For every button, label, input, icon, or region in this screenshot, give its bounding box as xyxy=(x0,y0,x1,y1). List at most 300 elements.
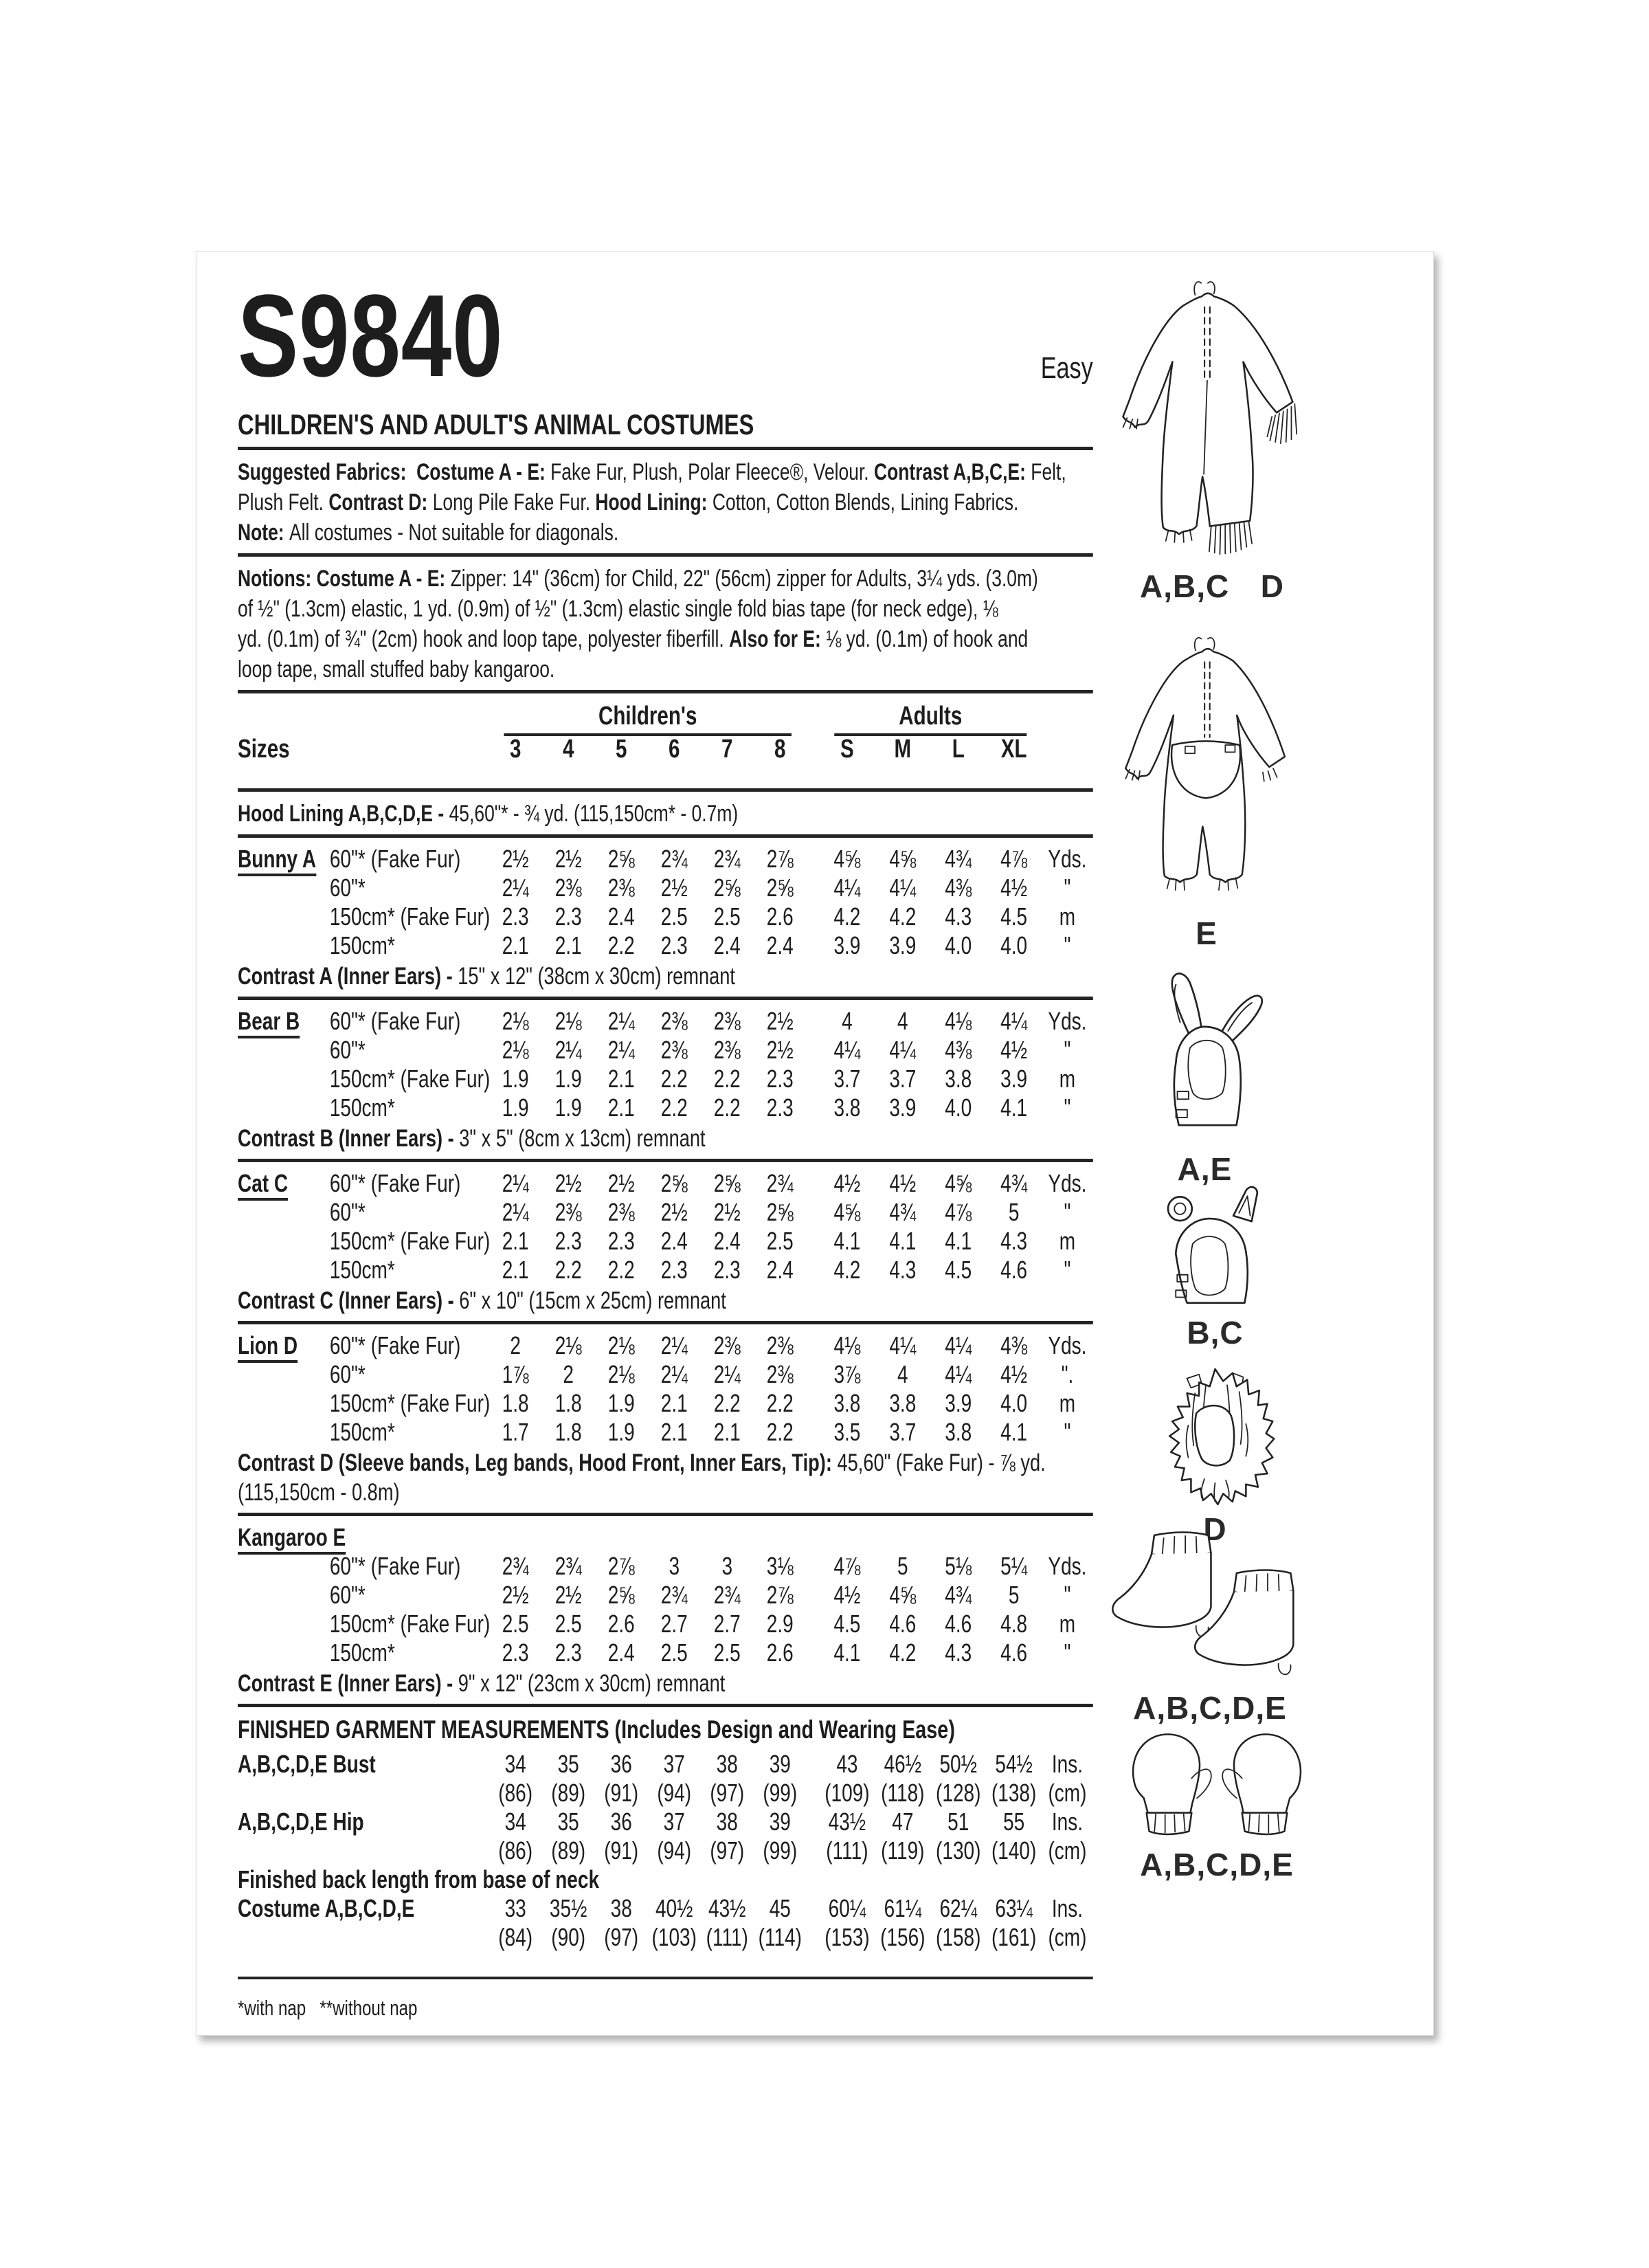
text-run: Felt, xyxy=(1031,459,1066,485)
table-cell: 4.3 xyxy=(945,1638,972,1667)
divider xyxy=(238,834,1093,838)
table-cell: 1.9 xyxy=(607,1389,635,1417)
paragraph-line xyxy=(238,654,1093,685)
table-cell: 4.0 xyxy=(945,1093,972,1122)
table-cell: 2⅛ xyxy=(607,1331,635,1359)
text-run: ⅛ yd. (0.1m) of hook and xyxy=(826,626,1029,652)
table-cell: 2⅞ xyxy=(766,1581,794,1609)
table-cell: 4⅞ xyxy=(1000,845,1028,873)
table-cell: 2.4 xyxy=(713,931,741,959)
table-cell: 39 xyxy=(769,1750,791,1778)
text-run: 15" x 12" (38cm x 30cm) remnant xyxy=(458,963,735,990)
table-cell: 4⅜ xyxy=(945,874,972,902)
table-cell: 1.9 xyxy=(554,1093,582,1122)
row-label: Bear B xyxy=(238,1007,300,1038)
table-cell: 54½ xyxy=(995,1750,1033,1778)
table-cell: Ins. xyxy=(1051,1750,1084,1778)
contrast-note xyxy=(238,1124,1093,1153)
table-cell: (111) xyxy=(826,1836,868,1865)
table-cell: 2.2 xyxy=(554,1256,582,1284)
table-cell: 4⅜ xyxy=(1000,1331,1028,1359)
text-run: Contrast D (Sleeve bands, Leg bands, Hood Front, Inner Ears, Tip): xyxy=(238,1449,838,1476)
table-cell: 4.6 xyxy=(945,1610,972,1638)
table-cell: 1⅞ xyxy=(502,1360,529,1388)
table-cell: (138) xyxy=(991,1779,1037,1807)
table-row xyxy=(238,1227,1093,1256)
table-cell: 5 xyxy=(615,735,627,764)
table-cell: 5 xyxy=(897,1552,908,1580)
table-row xyxy=(238,1331,1093,1360)
table-cell: 38 xyxy=(716,1750,738,1778)
table-row xyxy=(238,1808,1093,1836)
table-cell: (130) xyxy=(936,1836,981,1865)
text-run: Cotton, Cotton Blends, Lining Fabrics. xyxy=(712,489,1019,515)
table-cell: 4¾ xyxy=(1000,1169,1028,1197)
paragraph-line xyxy=(238,564,1093,594)
table-cell: 150cm* xyxy=(329,1418,395,1446)
notions-paragraph xyxy=(238,564,1093,685)
table-cell: (97) xyxy=(710,1836,745,1865)
contrast-line xyxy=(238,1448,1093,1478)
table-cell: 2.2 xyxy=(713,1093,741,1122)
table-cell: 2.3 xyxy=(766,1065,794,1093)
finished-measurements-table xyxy=(238,1750,1093,1952)
table-cell: L xyxy=(952,735,965,764)
table-cell: 2⅜ xyxy=(660,1036,688,1064)
table-cell: 2.3 xyxy=(713,1256,741,1284)
table-cell: 2¾ xyxy=(660,1581,688,1609)
table-row xyxy=(238,874,1093,902)
divider xyxy=(238,997,1093,1000)
table-cell: 4¼ xyxy=(889,1036,917,1064)
table-cell: 2⅜ xyxy=(713,1007,741,1035)
table-cell xyxy=(238,1169,330,1198)
table-cell: 3.9 xyxy=(889,931,917,959)
table-cell: 36 xyxy=(610,1750,632,1778)
table-cell: (cm) xyxy=(1048,1836,1087,1865)
table-cell: (119) xyxy=(881,1836,925,1865)
table-cell: 2.4 xyxy=(766,931,794,959)
table-cell: 38 xyxy=(716,1808,738,1836)
table-cell: m xyxy=(1059,1065,1076,1093)
table-cell xyxy=(238,1331,330,1360)
table-row xyxy=(238,1779,1093,1808)
table-cell: (99) xyxy=(763,1836,798,1865)
table-cell: 4.0 xyxy=(945,931,972,959)
table-cell: A,B,C,D,E Hip xyxy=(238,1808,364,1836)
table-cell: (91) xyxy=(604,1779,639,1807)
table-cell: 4¾ xyxy=(889,1198,917,1226)
table-cell: " xyxy=(1064,1093,1071,1122)
table-cell: 2.4 xyxy=(713,1227,741,1255)
table-cell: (91) xyxy=(604,1836,639,1865)
table-row xyxy=(238,1836,1093,1865)
table-cell: 2⅛ xyxy=(554,1331,582,1359)
contrast-line xyxy=(238,1286,1093,1315)
table-cell: 2¾ xyxy=(713,845,741,873)
row-label: Lion D xyxy=(238,1331,298,1363)
table-cell: 2.2 xyxy=(713,1389,741,1417)
table-cell: 4½ xyxy=(1000,1360,1028,1388)
table-cell: 2¾ xyxy=(713,1581,741,1609)
table-cell: 34 xyxy=(504,1808,526,1836)
table-cell: 1.7 xyxy=(502,1418,529,1446)
table-cell: 2¼ xyxy=(607,1036,635,1064)
table-cell: XL xyxy=(1000,735,1027,764)
table-cell: (94) xyxy=(657,1779,692,1807)
text-run: Zipper: 14" (36cm) for Child, 22" (56cm) zipper for Adults, 3¼ yds. (3.0m) xyxy=(450,566,1038,592)
pouch-costume-illustration xyxy=(1097,634,1316,912)
table-cell: 2.3 xyxy=(766,1093,794,1122)
table-cell: 2.3 xyxy=(554,1227,582,1255)
table-cell: (90) xyxy=(551,1923,586,1951)
animal-name: Kangaroo E xyxy=(238,1523,346,1555)
table-cell: 3 xyxy=(721,1552,733,1580)
table-cell: m xyxy=(1059,1227,1076,1255)
table-row xyxy=(238,1894,1093,1923)
divider xyxy=(238,447,1093,450)
text-run: loop tape, small stuffed baby kangaroo. xyxy=(238,656,555,682)
table-row xyxy=(238,1638,1093,1667)
table-cell: 3.7 xyxy=(889,1418,917,1446)
table-cell: 2⅜ xyxy=(660,1007,688,1035)
table-cell: Costume A,B,C,D,E xyxy=(238,1894,415,1922)
table-cell: 2.2 xyxy=(660,1065,688,1093)
table-cell: 2.4 xyxy=(766,1256,794,1284)
table-cell: 3.8 xyxy=(945,1065,972,1093)
masthead xyxy=(238,269,1093,401)
table-cell: 2.1 xyxy=(502,931,529,959)
bunny-hood-illustration xyxy=(1131,972,1279,1148)
table-cell: 4.1 xyxy=(833,1638,861,1667)
divider xyxy=(238,1977,1093,1979)
table-cell: 4¼ xyxy=(1000,1007,1028,1035)
table-cell: 150cm* xyxy=(329,931,395,959)
table-cell: 4⅝ xyxy=(833,1198,861,1226)
table-cell: 2 xyxy=(510,1331,521,1359)
paragraph-line xyxy=(238,487,1093,518)
table-cell: 2¼ xyxy=(502,1198,529,1226)
contrast-note xyxy=(238,1286,1093,1315)
contrast-line xyxy=(238,1669,1093,1698)
bear-cat-hood-illustration xyxy=(1145,1185,1286,1311)
table-cell: Ins. xyxy=(1051,1894,1084,1922)
table-cell: 4⅞ xyxy=(945,1198,972,1226)
table-row xyxy=(238,1360,1093,1389)
table-row xyxy=(238,1093,1093,1122)
table-cell: 4¼ xyxy=(945,1331,972,1359)
table-cell: 2⅝ xyxy=(713,1169,741,1197)
children-group-label: Children's xyxy=(504,700,792,736)
table-row xyxy=(238,1552,1093,1581)
bunny-hood-figure xyxy=(1131,972,1279,1188)
finished-measurements-heading: FINISHED GARMENT MEASUREMENTS (Includes Design and Wearing Ease) xyxy=(238,1715,955,1744)
table-cell: (114) xyxy=(758,1923,802,1951)
table-cell: 7 xyxy=(721,735,733,764)
table-cell: 2¼ xyxy=(660,1331,688,1359)
table-cell: 36 xyxy=(610,1808,632,1836)
pouch-costume-label: E xyxy=(1196,915,1218,951)
table-cell: 4.1 xyxy=(1000,1418,1028,1446)
table-cell: 4.3 xyxy=(889,1256,917,1284)
table-cell: 2.3 xyxy=(554,1638,582,1667)
table-cell: 4¼ xyxy=(833,874,861,902)
table-row xyxy=(238,1418,1093,1447)
table-cell: 150cm* (Fake Fur) xyxy=(329,902,491,931)
table-cell: 2.1 xyxy=(607,1093,635,1122)
table-cell: m xyxy=(1059,902,1076,931)
table-cell: 60"* (Fake Fur) xyxy=(329,845,461,873)
nap-footnote: *with nap **without nap xyxy=(238,1996,418,2020)
table-cell: 2½ xyxy=(766,1036,794,1064)
yardage-table xyxy=(238,845,1093,1707)
table-cell: 2.3 xyxy=(660,931,688,959)
table-cell: 4½ xyxy=(1000,874,1028,902)
text-run: Contrast A (Inner Ears) - xyxy=(238,963,458,990)
table-cell: 4¼ xyxy=(833,1036,861,1064)
table-cell: 2.9 xyxy=(766,1610,794,1638)
table-cell: 2¼ xyxy=(660,1360,688,1388)
table-cell: 1.8 xyxy=(554,1418,582,1446)
table-cell xyxy=(238,1523,489,1552)
table-cell: 4¾ xyxy=(945,1581,972,1609)
text-run: All costumes - Not suitable for diagonals. xyxy=(289,520,619,546)
table-cell: 62¼ xyxy=(939,1894,977,1922)
divider xyxy=(238,788,1093,792)
table-cell: 4.0 xyxy=(1000,931,1028,959)
table-cell: 4.6 xyxy=(1000,1256,1028,1284)
table-cell: 3.5 xyxy=(833,1418,861,1446)
table-cell: 2⅜ xyxy=(554,1198,582,1226)
table-cell: 1.9 xyxy=(607,1418,635,1446)
table-cell: 4⅛ xyxy=(945,1007,972,1035)
table-cell: 4.2 xyxy=(833,902,861,931)
table-cell: 2½ xyxy=(607,1169,635,1197)
table-cell: S xyxy=(840,735,854,764)
table-cell: 2⅛ xyxy=(554,1007,582,1035)
table-cell: 2.1 xyxy=(554,931,582,959)
paragraph-line xyxy=(238,518,1093,548)
table-cell: 35½ xyxy=(549,1894,587,1922)
table-cell: 2⅜ xyxy=(554,874,582,902)
table-cell: Yds. xyxy=(1048,1552,1087,1580)
table-cell: 2⅛ xyxy=(607,1360,635,1388)
paragraph-line xyxy=(238,624,1093,654)
table-cell: (89) xyxy=(551,1836,586,1865)
table-cell: 2.5 xyxy=(502,1610,529,1638)
table-cell: Sizes xyxy=(238,735,290,764)
table-cell: 4⅜ xyxy=(945,1036,972,1064)
table-cell xyxy=(238,1007,330,1036)
table-cell: 2⅝ xyxy=(607,845,635,873)
table-row xyxy=(238,1169,1093,1198)
table-cell: 2⅝ xyxy=(660,1169,688,1197)
table-cell: 3.7 xyxy=(833,1065,861,1093)
table-cell: 4.5 xyxy=(1000,902,1028,931)
section-subheading: Finished back length from base of neck xyxy=(238,1865,600,1893)
text-run: 3" x 5" (8cm x 13cm) remnant xyxy=(459,1125,706,1152)
table-cell: 3.9 xyxy=(889,1093,917,1122)
text-run: of ½" (1.3cm) elastic, 1 yd. (0.9m) of ½" (1.3cm) elastic single fold bias tape (for neck edge), ⅛ xyxy=(238,596,998,622)
table-cell: 2¼ xyxy=(713,1360,741,1388)
table-cell: 2¾ xyxy=(766,1169,794,1197)
table-cell: 60¼ xyxy=(828,1894,866,1922)
table-cell: 150cm* (Fake Fur) xyxy=(329,1389,491,1417)
table-cell: 55 xyxy=(1003,1808,1025,1836)
table-cell: M xyxy=(894,735,912,764)
text-run: Note: xyxy=(238,520,289,546)
table-row xyxy=(238,1007,1093,1036)
text-run: Also for E: xyxy=(729,626,827,652)
text-run: 45,60"* - ¾ yd. (115,150cm* - 0.7m) xyxy=(449,801,739,827)
table-cell: 3.9 xyxy=(945,1389,972,1417)
table-cell: (111) xyxy=(706,1923,748,1951)
table-cell: 2⅝ xyxy=(766,1198,794,1226)
table-cell: 4 xyxy=(897,1007,908,1035)
spacer xyxy=(238,768,1093,783)
table-cell: 2⅝ xyxy=(607,1581,635,1609)
table-cell: 2⅜ xyxy=(713,1331,741,1359)
table-cell: 2.1 xyxy=(607,1065,635,1093)
table-cell: 38 xyxy=(610,1894,632,1922)
table-cell: 2⅛ xyxy=(502,1036,529,1064)
table-cell: 2.3 xyxy=(502,902,529,931)
table-row xyxy=(238,1389,1093,1418)
mittens-figure xyxy=(1117,1728,1316,1883)
table-cell: 2.3 xyxy=(554,902,582,931)
table-cell: 2¾ xyxy=(660,845,688,873)
table-cell: 1.9 xyxy=(502,1065,529,1093)
table-cell: 4.1 xyxy=(945,1227,972,1255)
table-cell: Ins. xyxy=(1051,1808,1084,1836)
table-cell: 2⅞ xyxy=(607,1552,635,1580)
table-cell: 4.3 xyxy=(945,902,972,931)
table-cell: 2.1 xyxy=(502,1227,529,1255)
text-run: Contrast A,B,C,E: xyxy=(874,459,1031,485)
table-cell: 4.1 xyxy=(1000,1093,1028,1122)
text-run: Notions: Costume A - E: xyxy=(238,566,451,592)
table-cell: 3⅞ xyxy=(833,1360,861,1388)
divider xyxy=(238,1704,1093,1707)
table-cell: 2⅜ xyxy=(766,1360,794,1388)
table-cell: 1.9 xyxy=(554,1065,582,1093)
table-cell: 3.8 xyxy=(889,1389,917,1417)
table-cell: 60"* xyxy=(329,1360,366,1388)
table-cell: (97) xyxy=(604,1923,639,1951)
table-cell: Yds. xyxy=(1048,1007,1087,1035)
table-cell: 2.2 xyxy=(766,1418,794,1446)
table-cell: 4.5 xyxy=(833,1610,861,1638)
front-costume-figure xyxy=(1093,278,1320,605)
text-column xyxy=(238,269,1093,2021)
booties-illustration xyxy=(1107,1531,1313,1687)
text-run: 9" x 12" (23cm x 30cm) remnant xyxy=(458,1670,726,1697)
table-cell: 40½ xyxy=(655,1894,693,1922)
table-cell: Yds. xyxy=(1048,845,1087,873)
table-cell: 2.4 xyxy=(607,902,635,931)
front-costume-illustration xyxy=(1093,278,1320,565)
adults-group-label: Adults xyxy=(834,700,1027,736)
table-cell: 51 xyxy=(947,1808,969,1836)
table-cell: 4.6 xyxy=(1000,1638,1028,1667)
table-cell: 4.2 xyxy=(833,1256,861,1284)
sizes-row xyxy=(238,735,1093,768)
table-cell: 5 xyxy=(1008,1198,1020,1226)
table-cell: 2.3 xyxy=(660,1256,688,1284)
page-title: CHILDREN'S AND ADULT'S ANIMAL COSTUMES xyxy=(238,408,754,441)
contrast-note xyxy=(238,1448,1093,1507)
table-cell: 4¼ xyxy=(889,1331,917,1359)
table-cell: 4.8 xyxy=(1000,1610,1028,1638)
table-cell: " xyxy=(1064,874,1071,902)
size-group-header xyxy=(238,700,1093,735)
table-cell: 2½ xyxy=(502,1581,529,1609)
table-cell: (cm) xyxy=(1048,1779,1087,1807)
text-run: Long Pile Fake Fur. xyxy=(432,489,596,515)
table-cell: " xyxy=(1064,1256,1071,1284)
table-cell: 43½ xyxy=(828,1808,866,1836)
table-cell: 2.2 xyxy=(607,1256,635,1284)
table-cell: 4⅝ xyxy=(889,1581,917,1609)
table-cell: 2.1 xyxy=(660,1418,688,1446)
table-cell: 3.8 xyxy=(833,1389,861,1417)
lion-mane-illustration xyxy=(1148,1364,1282,1508)
table-cell: 2¼ xyxy=(607,1007,635,1035)
table-cell: 60"* (Fake Fur) xyxy=(329,1007,461,1035)
table-row xyxy=(238,902,1093,931)
table-cell xyxy=(238,845,330,874)
table-cell: 3 xyxy=(509,735,521,764)
front-costume-label-right: D xyxy=(1260,568,1284,604)
table-cell: 2.5 xyxy=(660,902,688,931)
table-cell: 2⅜ xyxy=(607,1198,635,1226)
text-run: Suggested Fabrics: Costume A - E: xyxy=(238,459,551,485)
table-cell: 4 xyxy=(897,1360,908,1388)
table-cell: 2.6 xyxy=(607,1610,635,1638)
front-costume-label-left: A,B,C xyxy=(1140,568,1230,604)
front-costume-labels xyxy=(1093,568,1320,605)
lion-mane-figure xyxy=(1148,1364,1282,1548)
table-cell: 4¼ xyxy=(945,1360,972,1388)
table-cell: 150cm* xyxy=(329,1093,395,1122)
contrast-line xyxy=(238,961,1093,991)
table-cell: (86) xyxy=(498,1836,533,1865)
table-cell: (118) xyxy=(881,1779,925,1807)
table-cell: 4 xyxy=(562,735,574,764)
table-cell: 2.1 xyxy=(502,1256,529,1284)
table-cell: 43½ xyxy=(708,1894,746,1922)
mittens-illustration xyxy=(1117,1728,1316,1843)
text-run: 45,60" (Fake Fur) - ⅞ yd. xyxy=(837,1449,1046,1476)
contrast-line xyxy=(238,1124,1093,1153)
table-cell: 5⅛ xyxy=(945,1552,972,1580)
table-cell: 2⅝ xyxy=(713,874,741,902)
table-cell: 2¾ xyxy=(554,1552,582,1580)
mittens-label: A,B,C,D,E xyxy=(1140,1847,1294,1882)
table-cell: 2.6 xyxy=(766,902,794,931)
table-cell: 2.4 xyxy=(660,1227,688,1255)
table-cell: 2.7 xyxy=(660,1610,688,1638)
table-cell: 2.1 xyxy=(713,1418,741,1446)
table-cell: 47 xyxy=(892,1808,914,1836)
table-cell: 60"* xyxy=(329,1581,366,1609)
table-cell: 4½ xyxy=(889,1169,917,1197)
table-cell: 150cm* (Fake Fur) xyxy=(329,1065,491,1093)
table-cell: 4½ xyxy=(833,1169,861,1197)
table-cell: 2.5 xyxy=(766,1227,794,1255)
table-cell: " xyxy=(1064,1581,1071,1609)
table-cell: (86) xyxy=(498,1779,533,1807)
